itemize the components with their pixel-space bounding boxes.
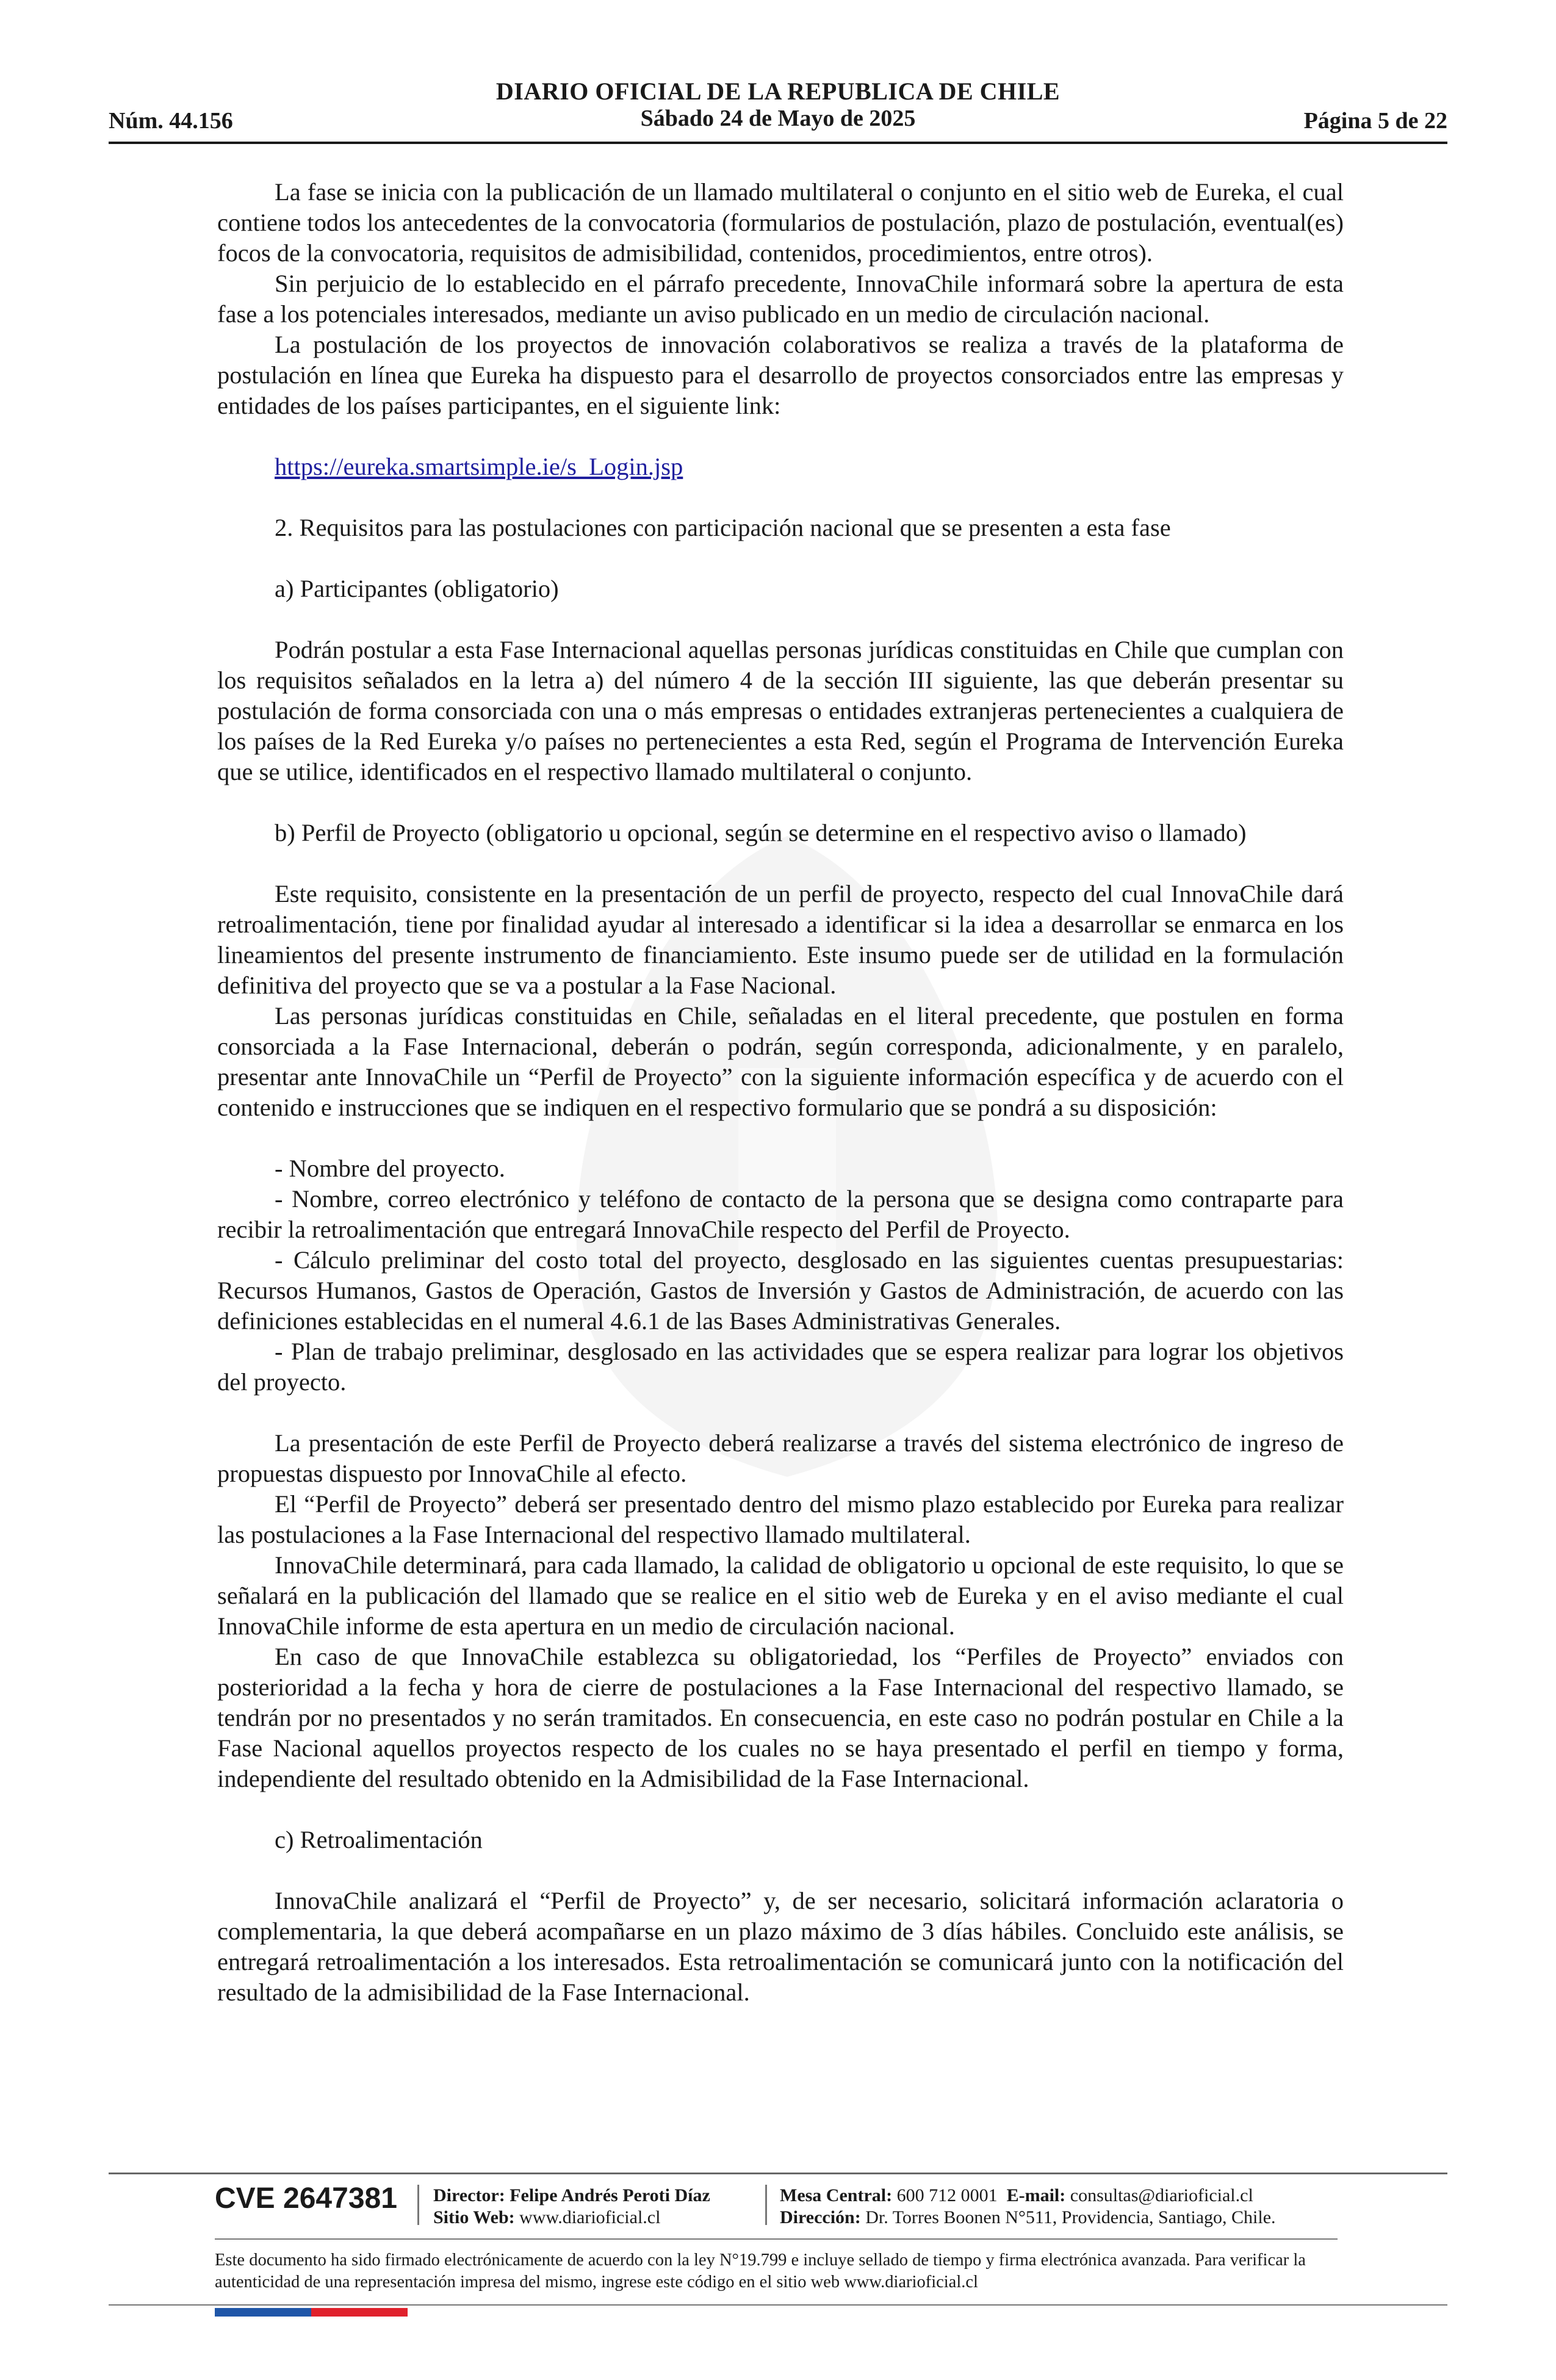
address-value: Dr. Torres Boonen N°511, Providencia, Santiago, Chile. [865, 2207, 1276, 2227]
list-item: - Plan de trabajo preliminar, desglosado en las actividades que se espera realizar para lograr los objetivos del proyecto. [217, 1338, 1344, 1396]
website-url[interactable]: www.diarioficial.cl [519, 2207, 661, 2227]
document-body [217, 177, 1344, 2008]
paragraph: El “Perfil de Proyecto” deberá ser presentado dentro del mismo plazo establecido por Eureka para realizar las postulaciones a la Fase Internacional del respectivo llamado multilateral. [217, 1490, 1344, 1548]
footer-divider [215, 2238, 1338, 2240]
address-label: Dirección: [780, 2207, 861, 2227]
issue-number: Núm. 44.156 [109, 108, 233, 134]
paragraph: Este requisito, consistente en la presentación de un perfil de proyecto, respecto del cual InnovaChile dará retroalimentación, tiene por finalidad ayudar al interesado a identificar si la idea a desarrollar se enmarca en los lineamientos del presente instrumento de financiamiento. Este insumo puede ser de utilidad en la formulación definitiva del proyecto que se va a postular a la Fase Nacional. [217, 880, 1344, 999]
director-block [433, 2185, 710, 2229]
email-address[interactable]: consultas@diarioficial.cl [1070, 2185, 1253, 2205]
phone-label: Mesa Central: [780, 2185, 893, 2205]
paragraph: InnovaChile determinará, para cada llamado, la calidad de obligatorio u opcional de este requisito, lo que se señalará en la publicación del llamado que se realice en el sitio web de Eureka y en el aviso mediante el cual InnovaChile informe de esta apertura en un medio de circulación nacional. [217, 1551, 1344, 1640]
list-item: - Nombre, correo electrónico y teléfono de contacto de la persona que se designa como contraparte para recibir la retroalimentación que entregará InnovaChile respecto del Perfil de Proyecto. [217, 1185, 1344, 1243]
website-label: Sitio Web: [433, 2207, 515, 2227]
newspaper-title: DIARIO OFICIAL DE LA REPUBLICA DE CHILE [495, 78, 1061, 105]
subsection-heading: b) Perfil de Proyecto (obligatorio u opcional, según se determine en el respectivo aviso o llamado) [275, 819, 1247, 846]
cve-code: CVE 2647381 [215, 2182, 397, 2215]
subsection-heading: a) Participantes (obligatorio) [275, 575, 559, 602]
footer-divider [109, 2304, 1447, 2306]
director-name: Felipe Andrés Peroti Díaz [510, 2185, 710, 2205]
list-item: - Cálculo preliminar del costo total del proyecto, desglosado en las siguientes cuentas presupuestarias: Recursos Humanos, Gastos de Operación, Gastos de Inversión y Gastos de Administración, de acuerdo con las definiciones establecidas en el numeral 4.6.1 de las Bases Administrativas Generales. [217, 1246, 1344, 1335]
paragraph: La postulación de los proyectos de innovación colaborativos se realiza a través de la plataforma de postulación en línea que Eureka ha dispuesto para el desarrollo de proyectos consorciados entre las empresas y entidades de los países participantes, en el siguiente link: [217, 331, 1344, 419]
footer-divider [109, 2173, 1447, 2174]
eureka-login-link[interactable]: https://eureka.smartsimple.ie/s_Login.jsp [275, 453, 683, 480]
paragraph: Sin perjuicio de lo establecido en el párrafo precedente, InnovaChile informará sobre la apertura de esta fase a los potenciales interesados, mediante un aviso publicado en un medio de circulación nacional. [217, 270, 1344, 328]
paragraph: La fase se inicia con la publicación de un llamado multilateral o conjunto en el sitio web de Eureka, el cual contiene todos los antecedentes de la convocatoria (formularios de postulación, plazo de postulación, eventual(es) focos de la convocatoria, requisitos de admisibilidad, contenidos, procedimientos, entre otros). [217, 178, 1344, 267]
flag-stripe-blue [215, 2308, 311, 2317]
director-label: Director: [433, 2185, 505, 2205]
header-divider [109, 142, 1447, 144]
subsection-heading: c) Retroalimentación [275, 1826, 483, 1853]
footer-separator [417, 2185, 419, 2225]
footer-separator [765, 2185, 767, 2225]
paragraph: Podrán postular a esta Fase Internacional aquellas personas jurídicas constituidas en Chile que cumplan con los requisitos señalados en la letra a) del número 4 de la sección III siguiente, las que deberán presentar su postulación de forma consorciada con una o más empresas o entidades extranjeras pertenecientes a cualquiera de los países de la Red Eureka y/o países no pertenecientes a esta Red, según el Programa de Intervención Eureka que se utilice, identificados en el respectivo llamado multilateral o conjunto. [217, 636, 1344, 785]
paragraph: InnovaChile analizará el “Perfil de Proyecto” y, de ser necesario, solicitará información aclaratoria o complementaria, la que deberá acompañarse en un plazo máximo de 3 días hábiles. Concluido este análisis, se entregará retroalimentación a los interesados. Esta retroalimentación se comunicará junto con la notificación del resultado de la admisibilidad de la Fase Internacional. [217, 1887, 1344, 2006]
paragraph: La presentación de este Perfil de Proyecto deberá realizarse a través del sistema electrónico de ingreso de propuestas dispuesto por InnovaChile al efecto. [217, 1429, 1344, 1487]
email-label: E-mail: [1006, 2185, 1066, 2205]
list-item: - Nombre del proyecto. [275, 1155, 505, 1182]
phone-number: 600 712 0001 [896, 2185, 998, 2205]
legal-notice: Este documento ha sido firmado electrónicamente de acuerdo con la ley N°19.799 e incluye sellado de tiempo y firma electrónica avanzada. Para verificar la autenticidad de una representación impresa del mismo, ingrese este código en el sitio web www.diarioficial.cl [215, 2251, 1306, 2292]
page-number: Página 5 de 22 [1303, 108, 1447, 134]
contact-block [780, 2185, 1276, 2229]
paragraph: Las personas jurídicas constituidas en Chile, señaladas en el literal precedente, que postulen en forma consorciada a la Fase Internacional, deberán o podrán, según corresponda, adicionalmente, y en paralelo, presentar ante InnovaChile un “Perfil de Proyecto” con la siguiente información específica y de acuerdo con el contenido e instrucciones que se indiquen en el respectivo formulario que se pondrá a su disposición: [217, 1002, 1344, 1121]
paragraph: En caso de que InnovaChile establezca su obligatoriedad, los “Perfiles de Proyecto” enviados con posterioridad a la fecha y hora de cierre de postulaciones a la Fase Internacional del respectivo llamado, se tendrán por no presentados y no serán tramitados. En consecuencia, en este caso no podrán postular en Chile a la Fase Nacional aquellos proyectos respecto de los cuales no se haya presentado el perfil en tiempo y forma, independiente del resultado obtenido en la Admisibilidad de la Fase Internacional. [217, 1643, 1344, 1792]
flag-stripe-red [311, 2308, 408, 2317]
section-heading: 2. Requisitos para las postulaciones con participación nacional que se presenten a esta fase [275, 514, 1171, 541]
issue-date: Sábado 24 de Mayo de 2025 [640, 106, 916, 131]
